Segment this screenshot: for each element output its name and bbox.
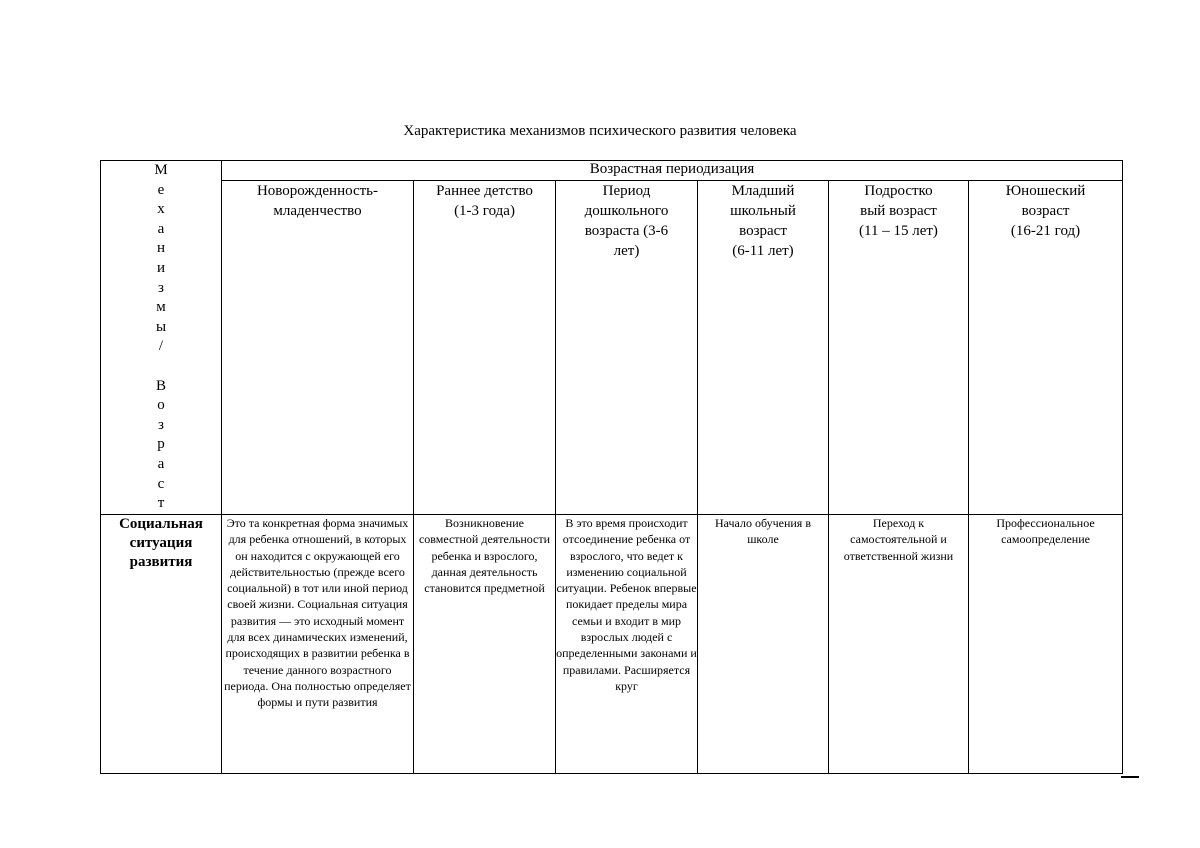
column-header-early-childhood bbox=[414, 181, 556, 515]
cell-social-infancy: Это та конкретная форма значимых для ребенка отношений, в которых он находится с окружающей его действительностью (прежде всего социальной) в тот или иной период своей жизни. Социальная ситуация развития — это исходный момент для всех динамических изменений, происходящих в развитии ребенка в течение данного возрастного периода. Она полностью определяет формы и пути развития bbox=[222, 515, 414, 774]
column-header-line: школьный bbox=[730, 203, 796, 219]
cell-social-preschool: В это время происходит отсоединение ребенка от взрослого, что ведет к изменению социальной ситуации. Ребенок впервые покидает пределы мира семьи и входит в мир взрослых людей с определенными законами и правилами. Расширяется круг bbox=[556, 515, 698, 774]
column-header-line: младенчество bbox=[273, 203, 362, 219]
column-header-junior-school bbox=[698, 181, 829, 515]
column-header-line: дошкольного bbox=[584, 203, 669, 219]
column-header-line: (6-11 лет) bbox=[732, 243, 794, 259]
column-header-infancy bbox=[222, 181, 414, 515]
corner-letter: т bbox=[157, 495, 165, 512]
column-header-line: лет) bbox=[613, 243, 640, 259]
cell-social-early-childhood: Возникновение совместной деятельности ребенка и взрослого, данная деятельность становится предметной bbox=[414, 515, 556, 774]
column-header-line: (11 – 15 лет) bbox=[859, 223, 938, 239]
column-header-line: Новорожденность- bbox=[256, 183, 379, 199]
column-header-line: Подростко bbox=[864, 183, 933, 199]
corner-letter: ы bbox=[155, 318, 167, 335]
development-mechanisms-table bbox=[100, 160, 1123, 774]
column-header-preschool bbox=[556, 181, 698, 515]
corner-letter: з bbox=[158, 279, 164, 296]
column-header-line: возраст bbox=[1021, 203, 1070, 219]
cell-social-adolescence: Переход к самостоятельной и ответственной жизни bbox=[829, 515, 969, 774]
document-title: Характеристика механизмов психического развития человека bbox=[403, 123, 797, 139]
column-header-line: Младший bbox=[731, 183, 795, 199]
corner-letter: м bbox=[156, 299, 166, 316]
corner-letter: з bbox=[158, 416, 164, 433]
column-header-adolescence bbox=[829, 181, 969, 515]
column-header-line: Период bbox=[602, 183, 651, 199]
corner-letter: р bbox=[157, 436, 165, 453]
corner-letter bbox=[101, 357, 221, 377]
corner-vertical-label bbox=[101, 161, 221, 514]
cell-social-junior-school: Начало обучения в школе bbox=[698, 515, 829, 774]
corner-letter: В bbox=[155, 377, 166, 394]
table-bottom-rule-extension bbox=[1121, 776, 1139, 778]
corner-header-cell bbox=[101, 161, 222, 515]
corner-letter: а bbox=[157, 455, 165, 472]
corner-letter: с bbox=[157, 475, 165, 492]
period-header: Возрастная периодизация bbox=[222, 161, 1123, 181]
corner-letter: х bbox=[157, 201, 165, 218]
column-header-youth bbox=[969, 181, 1123, 515]
corner-letter: и bbox=[156, 259, 166, 276]
column-header-line: Раннее детство bbox=[436, 183, 533, 199]
column-header-line: (1-3 года) bbox=[454, 203, 515, 219]
column-header-line: Юношеский bbox=[1005, 183, 1086, 199]
cell-social-youth: Профессиональное самоопределение bbox=[969, 515, 1123, 774]
column-header-line: вый возраст bbox=[860, 203, 937, 219]
row-label-social-situation: Социальная ситуация развития bbox=[101, 515, 222, 774]
corner-letter: о bbox=[157, 397, 165, 414]
corner-letter: е bbox=[157, 181, 165, 198]
corner-letter: М bbox=[154, 162, 168, 178]
corner-letter: а bbox=[157, 220, 165, 237]
corner-letter: / bbox=[158, 338, 164, 355]
column-header-line: возраста (3-6 bbox=[584, 223, 669, 239]
corner-letter: н bbox=[156, 240, 166, 257]
column-header-line: (16-21 год) bbox=[1010, 223, 1081, 239]
column-header-line: возраст bbox=[739, 223, 787, 239]
